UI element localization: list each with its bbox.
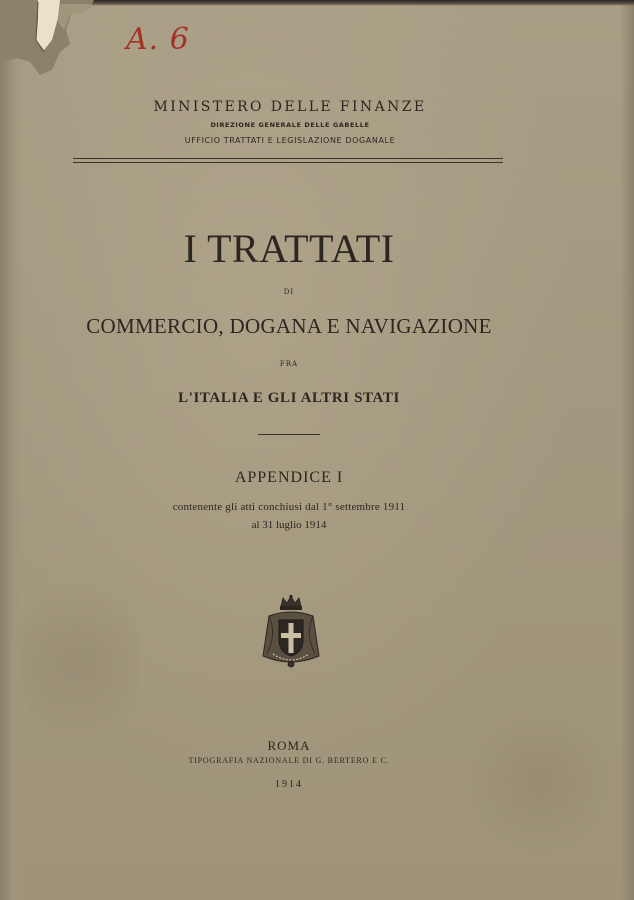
imprint-city: ROMA	[267, 738, 311, 753]
ministry-name: MINISTERO DELLE FINANZE	[153, 99, 427, 115]
appendix-description-line2: al 31 luglio 1914	[251, 519, 327, 531]
page-title: I TRATTATI	[183, 226, 395, 271]
page-right-edge	[620, 0, 634, 900]
treaty-parties: L'ITALIA E GLI ALTRI STATI	[178, 390, 400, 406]
imprint-year: 1914	[275, 779, 303, 790]
page-subtitle: COMMERCIO, DOGANA E NAVIGAZIONE	[86, 314, 492, 338]
torn-corner	[0, 0, 96, 75]
page-left-edge	[0, 0, 22, 900]
directorate-name: DIREZIONE GENERALE DELLE GABELLE	[210, 121, 370, 129]
office-name: UFFICIO TRATTATI E LEGISLAZIONE DOGANALE	[184, 136, 396, 145]
imprint-printer: TIPOGRAFIA NAZIONALE DI G. BERTERO E C.	[188, 756, 390, 765]
appendix-heading: APPENDICE I	[234, 469, 344, 486]
title-connector-di: DI	[283, 288, 295, 296]
title-connector-fra: FRA	[279, 360, 299, 368]
paper-stain	[20, 560, 140, 760]
handwritten-mark: A. 6	[126, 22, 190, 57]
header-divider	[73, 158, 503, 163]
section-divider	[258, 434, 320, 435]
appendix-description-line1: contenente gli atti conchiusi dal 1° settembre 1911	[172, 501, 406, 513]
coat-of-arms-icon	[259, 594, 323, 672]
